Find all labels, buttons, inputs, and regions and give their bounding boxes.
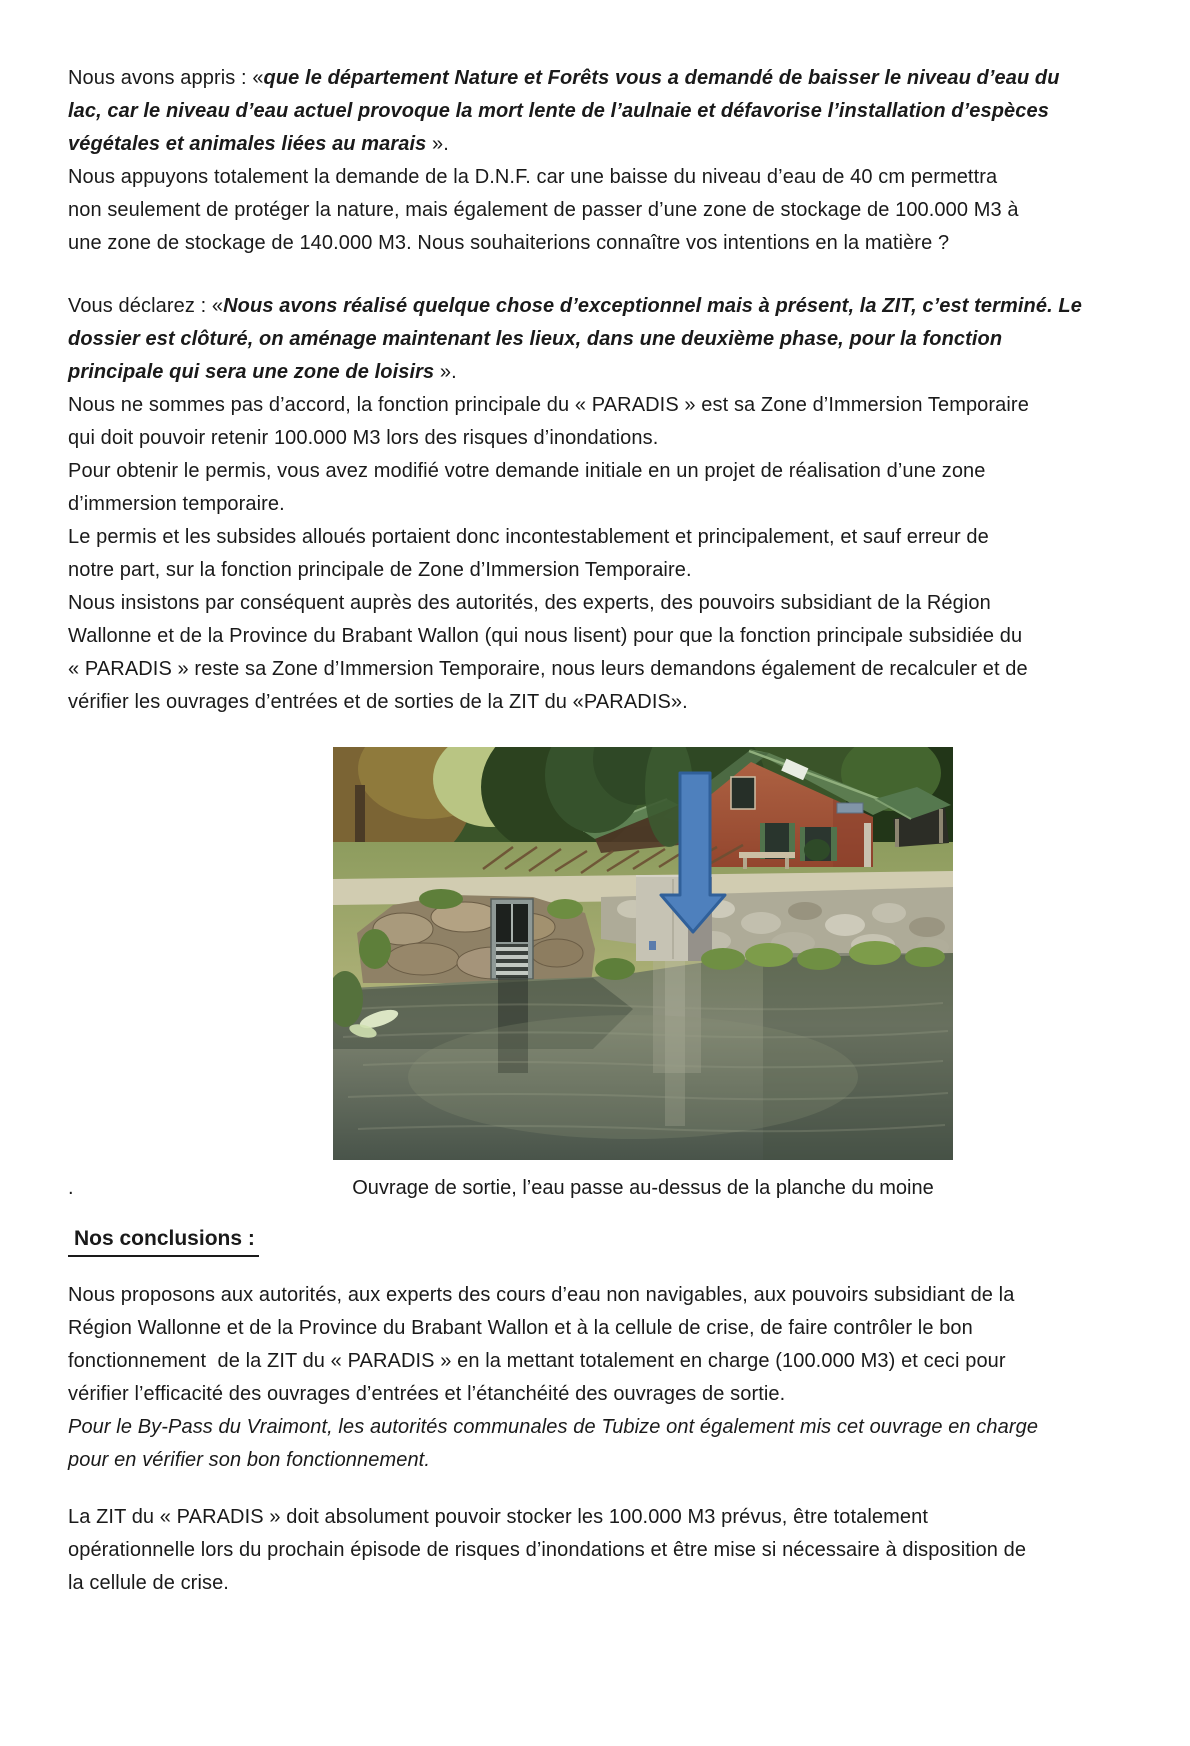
photo-caption-row [68,1172,1122,1205]
text-line: Wallonne et de la Province du Brabant Wallon (qui nous lisent) pour que la fonction principale subsidiée du [68,625,1023,647]
text-line: Région Wallonne et de la Province du Brabant Wallon et à la cellule de crise, de faire contrôler le bon [68,1317,973,1339]
text-line: végétales et animales liées au marais ». [68,133,449,155]
text-line: la cellule de crise. [68,1572,229,1594]
photo-caption: Ouvrage de sortie, l’eau passe au-dessus de la planche du moine [352,1177,934,1199]
text-line: Nous avons appris : «que le département Nature et Forêts vous a demandé de baisser le niveau d’eau du [68,67,1060,89]
text-line: Vous déclarez : «Nous avons réalisé quelque chose d’exceptionnel mais à présent, la ZIT, c’est terminé. Le [68,295,1082,317]
text-line: principale qui sera une zone de loisirs ». [68,361,457,383]
photo-illustration [333,747,953,1160]
photo-ouvrage-sortie [333,747,953,1160]
text-line: Pour obtenir le permis, vous avez modifié votre demande initiale en un projet de réalisation d’une zone [68,460,986,482]
text-line: Nous proposons aux autorités, aux experts des cours d’eau non navigables, aux pouvoirs subsidiant de la [68,1284,1015,1306]
text-line: La ZIT du « PARADIS » doit absolument pouvoir stocker les 100.000 M3 prévus, être totalement [68,1506,929,1528]
text-line: « PARADIS » reste sa Zone d’Immersion Temporaire, nous leurs demandons également de recalculer et de [68,658,1028,680]
text-line: notre part, sur la fonction principale de Zone d’Immersion Temporaire. [68,559,692,581]
text-line: qui doit pouvoir retenir 100.000 M3 lors des risques d’inondations. [68,427,659,449]
paragraph-proposons [68,1279,1122,1477]
text-line: fonctionnement de la ZIT du « PARADIS » en la mettant totalement en charge (100.000 M3) et ceci pour [68,1350,1006,1372]
stray-period: . [68,1177,74,1199]
text-line: vérifier les ouvrages d’entrées et de sorties de la ZIT du «PARADIS». [68,691,688,713]
heading-conclusions-text: Nos conclusions : [68,1222,259,1257]
photo-bush [804,839,830,861]
text-line: non seulement de protéger la nature, mais également de passer d’une zone de stockage de 100.000 M3 à [68,199,1019,221]
text-line: Nous insistons par conséquent auprès des autorités, des experts, des pouvoirs subsidiant de la Région [68,592,991,614]
text-line: Nous ne sommes pas d’accord, la fonction principale du « PARADIS » est sa Zone d’Immersion Temporaire [68,394,1029,416]
document-page [0,62,1190,1746]
text-line: vérifier l’efficacité des ouvrages d’entrées et l’étanchéité des ouvrages de sortie. [68,1383,786,1405]
paragraph-zit-stocker [68,1501,1122,1600]
paragraph-appris [68,62,1122,260]
text-line: opérationnelle lors du prochain épisode de risques d’inondations et être mise si nécessaire à disposition de [68,1539,1027,1561]
paragraph-declarez [68,290,1122,719]
text-line: dossier est clôturé, on aménage maintenant les lieux, dans une deuxième phase, pour la fonction [68,328,1003,350]
text-line: pour en vérifier son bon fonctionnement. [68,1449,430,1471]
photo-water [333,953,953,1160]
heading-conclusions [68,1222,1122,1257]
text-line: Le permis et les subsides alloués portaient donc incontestablement et principalement, et sauf erreur de [68,526,989,548]
text-line: une zone de stockage de 140.000 M3. Nous souhaiterions connaître vos intentions en la matière ? [68,232,950,254]
text-line: lac, car le niveau d’eau actuel provoque la mort lente de l’aulnaie et défavorise l’installation d’espèces [68,100,1049,122]
page-content [0,62,1190,1600]
photo-sluice-moine [491,899,533,979]
text-line: Nous appuyons totalement la demande de la D.N.F. car une baisse du niveau d’eau de 40 cm permettra [68,166,998,188]
text-line: Pour le By-Pass du Vraimont, les autorités communales de Tubize ont également mis cet ouvrage en charge [68,1416,1039,1438]
text-line: d’immersion temporaire. [68,493,285,515]
